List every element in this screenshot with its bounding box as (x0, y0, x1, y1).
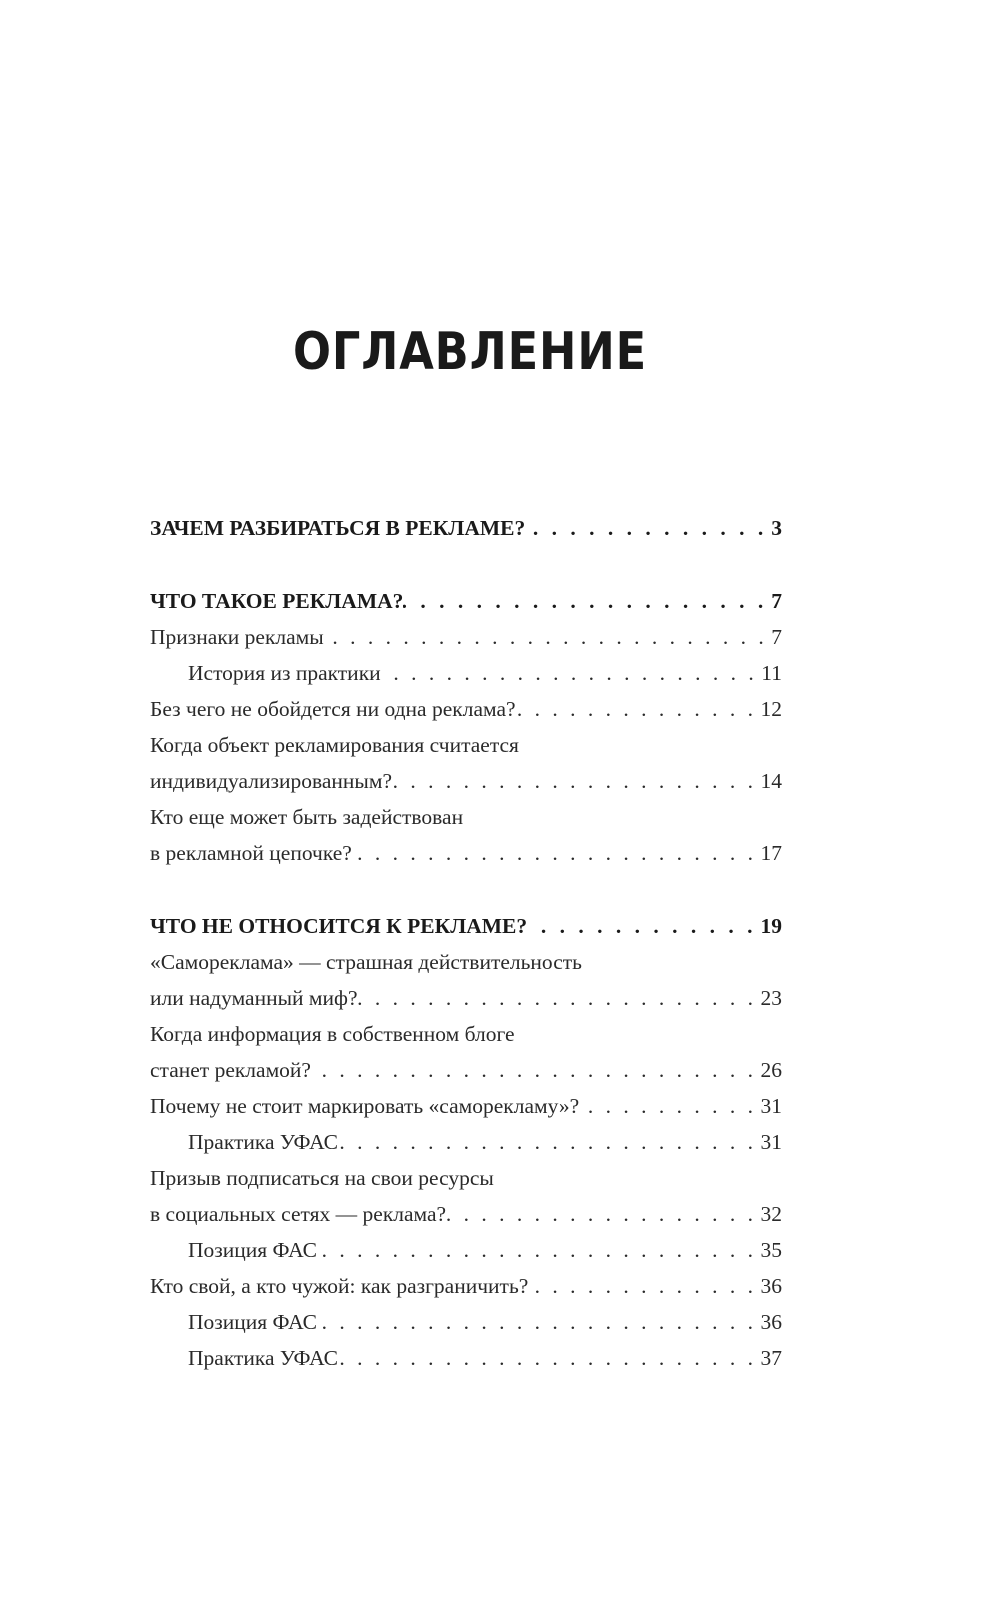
toc-section (150, 583, 782, 871)
entry-title: Когда объект рекламирования считается (150, 733, 519, 757)
entry-title: Почему не стоит маркировать «саморекламу»? (150, 1094, 580, 1118)
toc-entry[interactable] (150, 1016, 782, 1088)
toc-section (150, 908, 782, 1376)
page-number: 26 (760, 1058, 782, 1082)
entry-title: в социальных сетях — реклама? (150, 1202, 447, 1226)
dot-leader (381, 655, 762, 691)
page-number: 12 (760, 697, 782, 721)
entry-title: Признаки рекламы (150, 625, 324, 649)
page-number: 32 (760, 1202, 782, 1226)
entry-title: «Самореклама» — страшная действительность (150, 950, 582, 974)
dot-leader (338, 1340, 761, 1376)
dot-leader (446, 1196, 760, 1232)
toc-entry[interactable] (150, 691, 782, 727)
entry-title: Позиция ФАС (188, 1238, 317, 1262)
dot-leader (579, 1088, 760, 1124)
dot-leader (311, 1052, 761, 1088)
entry-title: станет рекламой? (150, 1058, 311, 1082)
entry-title: Призыв подписаться на свои ресурсы (150, 1166, 494, 1190)
page-number: 14 (760, 769, 782, 793)
dot-leader (403, 583, 771, 619)
toc-entry[interactable] (150, 1124, 782, 1160)
page-number: 11 (761, 661, 782, 685)
toc-chapter[interactable] (150, 908, 782, 944)
toc-entry[interactable] (150, 655, 782, 691)
page-number: 31 (760, 1094, 782, 1118)
entry-title: Кто свой, а кто чужой: как разграничить? (150, 1274, 529, 1298)
entry-title: История из практики (188, 661, 381, 685)
entry-title: Без чего не обойдется ни одна реклама? (150, 697, 516, 721)
entry-title: ЗАЧЕМ РАЗБИРАТЬСЯ В РЕКЛАМЕ? (150, 516, 526, 540)
dot-leader (392, 763, 760, 799)
dot-leader (528, 1268, 760, 1304)
dot-leader (352, 835, 761, 871)
toc-section (150, 510, 782, 546)
page-number: 19 (760, 914, 782, 938)
toc-entry[interactable] (150, 1340, 782, 1376)
toc-entry[interactable] (150, 1160, 782, 1232)
toc-entry[interactable] (150, 619, 782, 655)
table-of-contents (150, 510, 782, 1413)
dot-leader (317, 1304, 761, 1340)
page-number: 31 (760, 1130, 782, 1154)
toc-entry[interactable] (150, 1268, 782, 1304)
entry-title: Практика УФАС (188, 1130, 338, 1154)
toc-entry[interactable] (150, 1088, 782, 1124)
page-number: 36 (760, 1274, 782, 1298)
dot-leader (338, 1124, 761, 1160)
toc-entry[interactable] (150, 1304, 782, 1340)
dot-leader (324, 619, 772, 655)
toc-entry[interactable] (150, 727, 782, 799)
entry-title: Когда информация в собственном блоге (150, 1022, 515, 1046)
page-number: 7 (771, 625, 782, 649)
entry-title: в рекламной цепочке? (150, 841, 352, 865)
page-title: ОГЛАВЛЕНИЕ (292, 322, 648, 382)
page-number: 37 (760, 1346, 782, 1370)
dot-leader (516, 691, 761, 727)
entry-title: Позиция ФАС (188, 1310, 317, 1334)
toc-entry[interactable] (150, 799, 782, 871)
entry-title: индивидуализированным? (150, 769, 393, 793)
dot-leader (525, 510, 771, 546)
entry-title: или надуманный миф? (150, 986, 358, 1010)
dot-leader (317, 1232, 761, 1268)
entry-title: Практика УФАС (188, 1346, 338, 1370)
dot-leader (527, 908, 760, 944)
dot-leader (358, 980, 761, 1016)
entry-title: Кто еще может быть задействован (150, 805, 464, 829)
page-number: 17 (760, 841, 782, 865)
entry-title: ЧТО НЕ ОТНОСИТСЯ К РЕКЛАМЕ? (150, 914, 528, 938)
page-number: 35 (760, 1238, 782, 1262)
page-number: 23 (760, 986, 782, 1010)
toc-entry[interactable] (150, 1232, 782, 1268)
toc-chapter[interactable] (150, 510, 782, 546)
page-number: 7 (771, 589, 782, 613)
toc-entry[interactable] (150, 944, 782, 1016)
page-number: 3 (771, 516, 782, 540)
entry-title: ЧТО ТАКОЕ РЕКЛАМА? (150, 589, 404, 613)
page-number: 36 (760, 1310, 782, 1334)
toc-chapter[interactable] (150, 583, 782, 619)
